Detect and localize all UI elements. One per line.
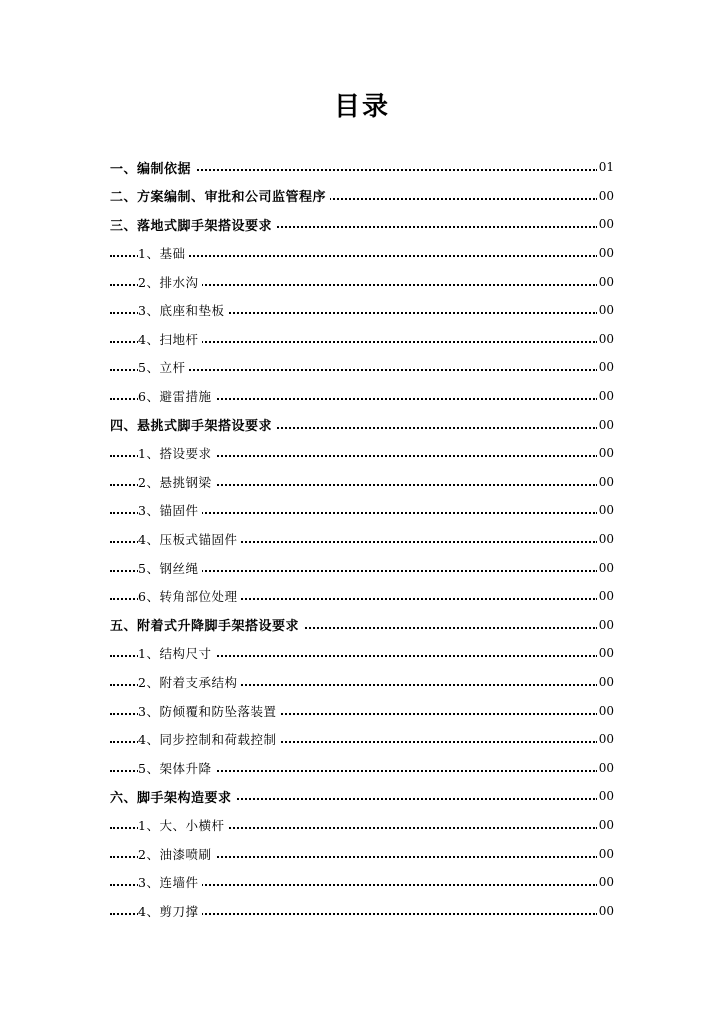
- toc-entry-label: 五、附着式升降脚手架搭设要求: [110, 615, 303, 634]
- toc-section-entry[interactable]: [0, 182, 724, 211]
- toc-page-number: 00: [598, 331, 614, 346]
- toc-entry-label: 1、大、小横杆: [138, 816, 228, 834]
- toc-entry-label: 3、连墙件: [138, 873, 202, 891]
- toc-page-number: 00: [598, 503, 614, 518]
- toc-page-number: 00: [598, 875, 614, 890]
- toc-subsection-entry[interactable]: [0, 668, 724, 697]
- toc-section-entry[interactable]: [0, 611, 724, 640]
- toc-subsection-entry[interactable]: [0, 239, 724, 268]
- toc-entry-label: 5、架体升降: [138, 759, 215, 777]
- toc-entry-label: 5、立杆: [138, 358, 189, 376]
- toc-page-number: 00: [598, 217, 614, 232]
- toc-section-entry[interactable]: [0, 410, 724, 439]
- toc-entry-label: 3、底座和垫板: [138, 301, 228, 319]
- toc-page-number: 00: [598, 760, 614, 775]
- toc-page-number: 00: [598, 474, 614, 489]
- toc-subsection-entry[interactable]: [0, 525, 724, 554]
- toc-subsection-entry[interactable]: [0, 696, 724, 725]
- toc-entry-label: 4、扫地杆: [138, 330, 202, 348]
- toc-entry-label: 4、剪刀撑: [138, 902, 202, 920]
- toc-section-entry[interactable]: [0, 153, 724, 182]
- toc-page-number: 00: [598, 532, 614, 547]
- toc-subsection-entry[interactable]: [0, 325, 724, 354]
- toc-page-number: 00: [598, 646, 614, 661]
- toc-page-number: 00: [598, 903, 614, 918]
- toc-page-number: 00: [598, 303, 614, 318]
- toc-page-number: 00: [598, 846, 614, 861]
- toc-page-number: 00: [598, 274, 614, 289]
- toc-entry-label: 一、编制依据: [110, 158, 195, 177]
- toc-entry-label: 2、油漆喷刷: [138, 845, 215, 863]
- toc-page-number: 00: [598, 389, 614, 404]
- toc-entry-label: 2、悬挑钢梁: [138, 473, 215, 491]
- toc-subsection-entry[interactable]: [0, 839, 724, 868]
- toc-page-number: 00: [598, 703, 614, 718]
- toc-entry-label: 四、悬挑式脚手架搭设要求: [110, 415, 276, 434]
- toc-entry-label: 2、附着支承结构: [138, 673, 241, 691]
- toc-page-number: 01: [598, 160, 614, 175]
- toc-subsection-entry[interactable]: [0, 353, 724, 382]
- toc-page-number: 00: [598, 246, 614, 261]
- toc-section-entry[interactable]: [0, 210, 724, 239]
- toc-entry-label: 1、结构尺寸: [138, 644, 215, 662]
- toc-page-number: 00: [598, 789, 614, 804]
- toc-entry-label: 6、避雷措施: [138, 387, 215, 405]
- toc-subsection-entry[interactable]: [0, 553, 724, 582]
- toc-page-number: 00: [598, 360, 614, 375]
- toc-subsection-entry[interactable]: [0, 639, 724, 668]
- toc-page-number: 00: [598, 446, 614, 461]
- toc-entry-label: 6、转角部位处理: [138, 587, 241, 605]
- toc-page-number: 00: [598, 817, 614, 832]
- toc-entry-label: 2、排水沟: [138, 273, 202, 291]
- toc-entry-label: 1、基础: [138, 244, 189, 262]
- toc-page-number: 00: [598, 417, 614, 432]
- toc-page-number: 00: [598, 589, 614, 604]
- toc-subsection-entry[interactable]: [0, 468, 724, 497]
- toc-subsection-entry[interactable]: [0, 296, 724, 325]
- toc-page-number: 00: [598, 732, 614, 747]
- toc-entry-label: 5、钢丝绳: [138, 559, 202, 577]
- toc-page-number: 00: [598, 674, 614, 689]
- toc-subsection-entry[interactable]: [0, 439, 724, 468]
- toc-entry-label: 3、防倾覆和防坠落装置: [138, 702, 280, 720]
- toc-entry-label: 三、落地式脚手架搭设要求: [110, 215, 276, 234]
- toc-page-number: 00: [598, 617, 614, 632]
- toc-subsection-entry[interactable]: [0, 725, 724, 754]
- toc-entry-label: 4、压板式锚固件: [138, 530, 241, 548]
- toc-subsection-entry[interactable]: [0, 582, 724, 611]
- toc-entry-label: 二、方案编制、审批和公司监管程序: [110, 186, 330, 205]
- toc-entry-label: 4、同步控制和荷载控制: [138, 730, 280, 748]
- toc-subsection-entry[interactable]: [0, 382, 724, 411]
- toc-subsection-entry[interactable]: [0, 896, 724, 925]
- toc-section-entry[interactable]: [0, 782, 724, 811]
- toc-entry-label: 3、锚固件: [138, 501, 202, 519]
- toc-subsection-entry[interactable]: [0, 811, 724, 840]
- toc-subsection-entry[interactable]: [0, 753, 724, 782]
- toc-entry-label: 1、搭设要求: [138, 444, 215, 462]
- table-of-contents: [0, 153, 724, 925]
- toc-page-number: 00: [598, 188, 614, 203]
- toc-subsection-entry[interactable]: [0, 496, 724, 525]
- toc-subsection-entry[interactable]: [0, 868, 724, 897]
- toc-page-number: 00: [598, 560, 614, 575]
- toc-subsection-entry[interactable]: [0, 267, 724, 296]
- toc-entry-label: 六、脚手架构造要求: [110, 787, 236, 806]
- page-title: 目录: [333, 92, 390, 122]
